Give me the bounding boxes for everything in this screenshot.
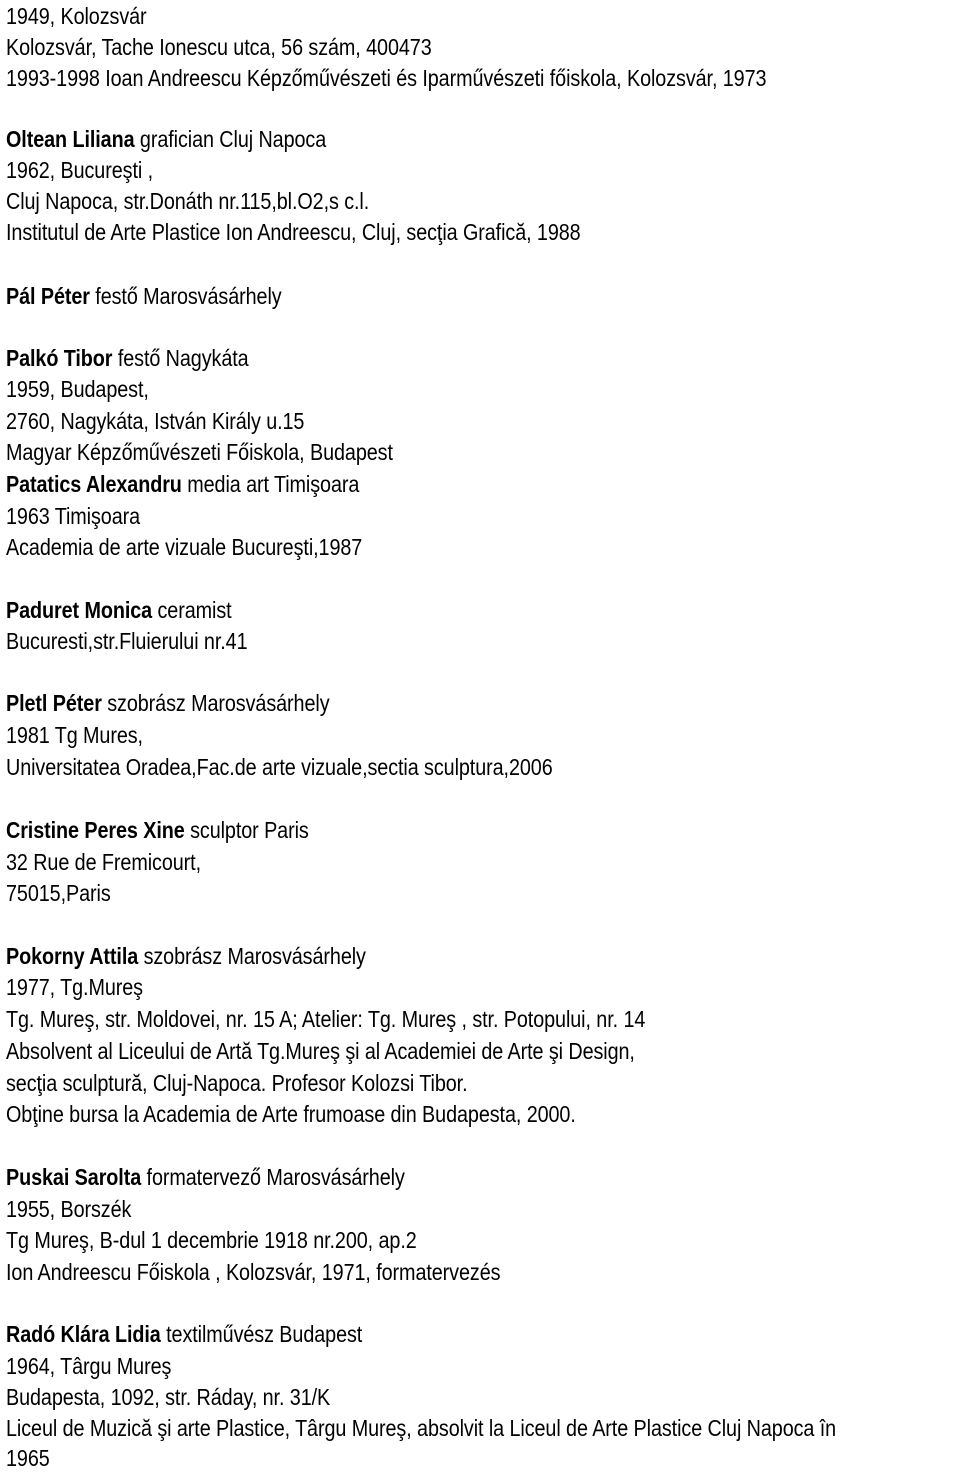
entry-line: Bucuresti,str.Fluierului nr.41 (6, 628, 248, 654)
entry-line: secţia sculptură, Cluj-Napoca. Profesor Kolozsi Tibor. (6, 1070, 468, 1096)
artist-name: Palkó Tibor (6, 345, 113, 371)
artist-name: Patatics Alexandru (6, 471, 182, 497)
entry-header (6, 1319, 362, 1349)
entry-line: 1962, Bucureşti , (6, 157, 153, 183)
entry-line: Tg. Mureş, str. Moldovei, nr. 15 A; Atelier: Tg. Mureş , str. Potopului, nr. 14 (6, 1006, 646, 1032)
entry-line: Obţine bursa la Academia de Arte frumoase din Budapesta, 2000. (6, 1101, 576, 1127)
artist-role: szobrász Marosvásárhely (101, 690, 330, 716)
artist-role: ceramist (152, 597, 232, 623)
artist-name: Paduret Monica (6, 597, 153, 623)
entry-header (6, 941, 366, 971)
entry-header (6, 595, 232, 625)
entry-header (6, 815, 309, 845)
entry-line: 1981 Tg Mures, (6, 722, 143, 748)
entry-line: 75015,Paris (6, 880, 111, 906)
entry-line: Budapesta, 1092, str. Ráday, nr. 31/K (6, 1384, 331, 1410)
artist-name: Pletl Péter (6, 690, 102, 716)
entry-header (6, 343, 249, 373)
entry-line: Magyar Képzőművészeti Főiskola, Budapest (6, 439, 393, 465)
artist-role: formatervező Marosvásárhely (141, 1164, 405, 1190)
entry-line: 1965 (6, 1445, 50, 1471)
entry-line: 1955, Borszék (6, 1196, 132, 1222)
artist-role: festő Nagykáta (112, 345, 249, 371)
artist-name: Radó Klára Lidia (6, 1321, 161, 1347)
entry-line: Absolvent al Liceului de Artă Tg.Mureş şi al Academiei de Arte şi Design, (6, 1038, 635, 1064)
entry-line: Kolozsvár, Tache Ionescu utca, 56 szám, 400473 (6, 34, 432, 60)
entry-header (6, 1162, 405, 1192)
artist-role: sculptor Paris (184, 817, 309, 843)
entry-header (6, 688, 330, 718)
entry-header (6, 469, 359, 499)
entry-line: 1977, Tg.Mureş (6, 974, 143, 1000)
artist-name: Oltean Liliana (6, 126, 135, 152)
entry-line: 1963 Timişoara (6, 503, 141, 529)
entry-line: Universitatea Oradea,Fac.de arte vizuale,sectia sculptura,2006 (6, 754, 553, 780)
artist-role: textilművész Budapest (160, 1321, 363, 1347)
entry-line: 1964, Târgu Mureş (6, 1353, 172, 1379)
entry-line: 1993-1998 Ioan Andreescu Képzőművészeti és Iparművészeti főiskola, Kolozsvár, 1973 (6, 65, 767, 91)
artist-role: szobrász Marosvásárhely (138, 943, 366, 969)
artist-name: Cristine Peres Xine (6, 817, 185, 843)
artist-role: media art Timişoara (181, 471, 360, 497)
entry-header (6, 281, 282, 311)
entry-line: 2760, Nagykáta, István Király u.15 (6, 408, 305, 434)
entry-line: 1959, Budapest, (6, 376, 149, 402)
artist-role: grafician Cluj Napoca (134, 126, 327, 152)
entry-line: Ion Andreescu Főiskola , Kolozsvár, 1971, formatervezés (6, 1259, 501, 1285)
artist-name: Pokorny Attila (6, 943, 139, 969)
artist-name: Pál Péter (6, 283, 90, 309)
entry-line: 1949, Kolozsvár (6, 3, 147, 29)
entry-line: Academia de arte vizuale Bucureşti,1987 (6, 534, 363, 560)
artist-name: Puskai Sarolta (6, 1164, 142, 1190)
entry-header (6, 124, 326, 154)
entry-line: 32 Rue de Fremicourt, (6, 849, 201, 875)
entry-line: Liceul de Muzică şi arte Plastice, Târgu Mureş, absolvit la Liceul de Arte Plastice Cluj Napoca în (6, 1415, 837, 1441)
entry-line: Cluj Napoca, str.Donáth nr.115,bl.O2,s c.l. (6, 188, 370, 214)
artist-role: festő Marosvásárhely (89, 283, 282, 309)
entry-line: Tg Mureş, B-dul 1 decembrie 1918 nr.200, ap.2 (6, 1227, 417, 1253)
entry-line: Institutul de Arte Plastice Ion Andreescu, Cluj, secţia Grafică, 1988 (6, 219, 581, 245)
